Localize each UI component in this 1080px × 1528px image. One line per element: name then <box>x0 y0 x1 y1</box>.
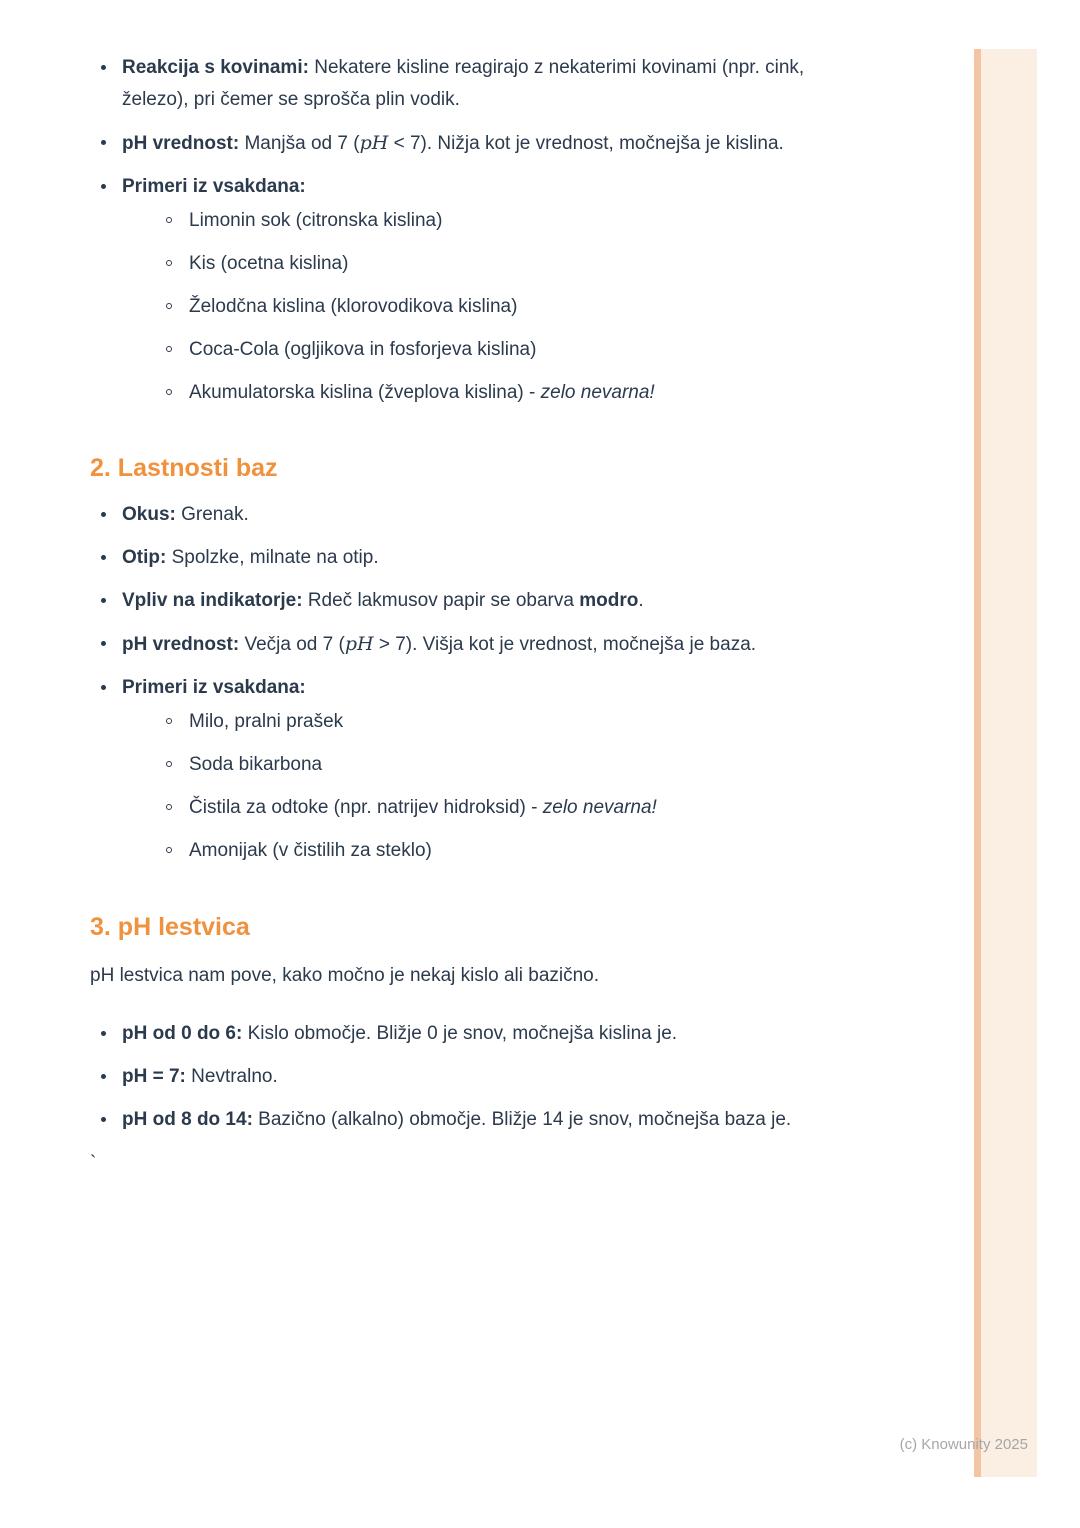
list-item <box>90 585 870 617</box>
term-label: Primeri iz vsakdana: <box>122 176 306 197</box>
bullet-icon <box>101 1117 106 1122</box>
item-text: Želodčna kislina (klorovodikova kislina) <box>189 296 518 317</box>
list-item <box>155 749 870 781</box>
circle-bullet-icon <box>166 260 172 266</box>
document-content <box>90 52 870 1180</box>
term-label: Okus: <box>122 504 176 525</box>
list-item <box>155 377 870 409</box>
item-text: Coca-Cola (ogljikova in fosforjeva kislina) <box>189 339 537 360</box>
item-text: Spolzke, milnate na otip. <box>166 547 379 568</box>
term-label: Reakcija s kovinami: <box>122 57 309 78</box>
bullet-icon <box>101 1074 106 1079</box>
term-label: pH od 0 do 6: <box>122 1023 243 1044</box>
item-text: Milo, pralni prašek <box>189 711 344 732</box>
circle-bullet-icon <box>166 804 172 810</box>
circle-bullet-icon <box>166 346 172 352</box>
term-label: pH vrednost: <box>122 634 240 655</box>
list-item <box>90 542 870 574</box>
item-text: Kis (ocetna kislina) <box>189 253 349 274</box>
term-label: Vpliv na indikatorje: <box>122 590 303 611</box>
list-item <box>90 1018 870 1050</box>
list-item <box>155 706 870 738</box>
item-text: Manjša od 7 ( <box>239 133 360 154</box>
list-item <box>90 52 870 116</box>
list-item <box>155 248 870 280</box>
acids-properties-list <box>90 52 870 409</box>
ph-scale-intro: pH lestvica nam pove, kako močno je nekaj kislo ali bazično. <box>90 965 600 986</box>
circle-bullet-icon <box>166 761 172 767</box>
bullet-icon <box>101 65 106 70</box>
item-text: Rdeč lakmusov papir se obarva <box>302 590 580 611</box>
bullet-icon <box>101 685 106 690</box>
item-text: Kislo območje. Bližje 0 je snov, močnejša kislina je. <box>242 1023 678 1044</box>
list-item <box>90 171 870 409</box>
circle-bullet-icon <box>166 217 172 223</box>
list-item <box>90 1104 870 1136</box>
page-edge-stripe <box>974 49 1037 1477</box>
math-ph-symbol: pH <box>359 132 389 154</box>
term-label: Primeri iz vsakdana: <box>122 677 306 698</box>
bullet-icon <box>101 1031 106 1036</box>
term-label: Otip: <box>122 547 167 568</box>
circle-bullet-icon <box>166 303 172 309</box>
circle-bullet-icon <box>166 389 172 395</box>
bullet-icon <box>101 641 106 646</box>
item-text: Amonijak (v čistilih za steklo) <box>189 840 432 861</box>
item-text: Akumulatorska kislina (žveplova kislina) - <box>189 382 541 403</box>
bases-properties-list <box>90 499 870 867</box>
bullet-icon <box>101 140 106 145</box>
item-text: Čistila za odtoke (npr. natrijev hidroksid) - <box>189 797 543 818</box>
stray-backtick: ` <box>90 1153 97 1174</box>
bullet-icon <box>101 184 106 189</box>
emphasized-word: modro <box>579 590 639 611</box>
item-text: < 7). Nižja kot je vrednost, močnejša je kislina. <box>388 133 784 154</box>
item-text: Grenak. <box>175 504 249 525</box>
list-item <box>90 1061 870 1093</box>
item-text: Večja od 7 ( <box>239 634 345 655</box>
section-heading-bases: 2. Lastnosti baz <box>90 454 278 482</box>
term-label: pH vrednost: <box>122 133 240 154</box>
list-item <box>155 205 870 237</box>
item-text: Nekatere kisline reagirajo z nekaterimi kovinami (npr. cink, železo), pri čemer se sprošča plin vodik. <box>122 57 805 110</box>
acids-examples-list <box>155 205 870 409</box>
list-item <box>155 835 870 867</box>
copyright-notice: (c) Knowunity 2025 <box>899 1436 1028 1453</box>
bullet-icon <box>101 598 106 603</box>
item-text: Limonin sok (citronska kislina) <box>189 210 443 231</box>
list-item <box>90 499 870 531</box>
danger-note: zelo nevarna! <box>542 797 657 818</box>
bullet-icon <box>101 512 106 517</box>
danger-note: zelo nevarna! <box>540 382 655 403</box>
item-text: Bazično (alkalno) območje. Bližje 14 je snov, močnejša baza je. <box>252 1109 792 1130</box>
ph-scale-list <box>90 1018 870 1136</box>
term-label: pH od 8 do 14: <box>122 1109 253 1130</box>
section-heading-ph-scale: 3. pH lestvica <box>90 913 250 941</box>
circle-bullet-icon <box>166 847 172 853</box>
bases-examples-list <box>155 706 870 867</box>
list-item <box>155 291 870 323</box>
item-text: Soda bikarbona <box>189 754 323 775</box>
list-item <box>90 127 870 160</box>
math-ph-symbol: pH <box>344 633 374 655</box>
list-item <box>90 672 870 867</box>
item-text: > 7). Višja kot je vrednost, močnejša je baza. <box>373 634 757 655</box>
list-item <box>155 334 870 366</box>
list-item <box>155 792 870 824</box>
item-text: . <box>638 590 644 611</box>
item-text: Nevtralno. <box>185 1066 278 1087</box>
circle-bullet-icon <box>166 718 172 724</box>
list-item <box>90 628 870 661</box>
bullet-icon <box>101 555 106 560</box>
term-label: pH = 7: <box>122 1066 186 1087</box>
